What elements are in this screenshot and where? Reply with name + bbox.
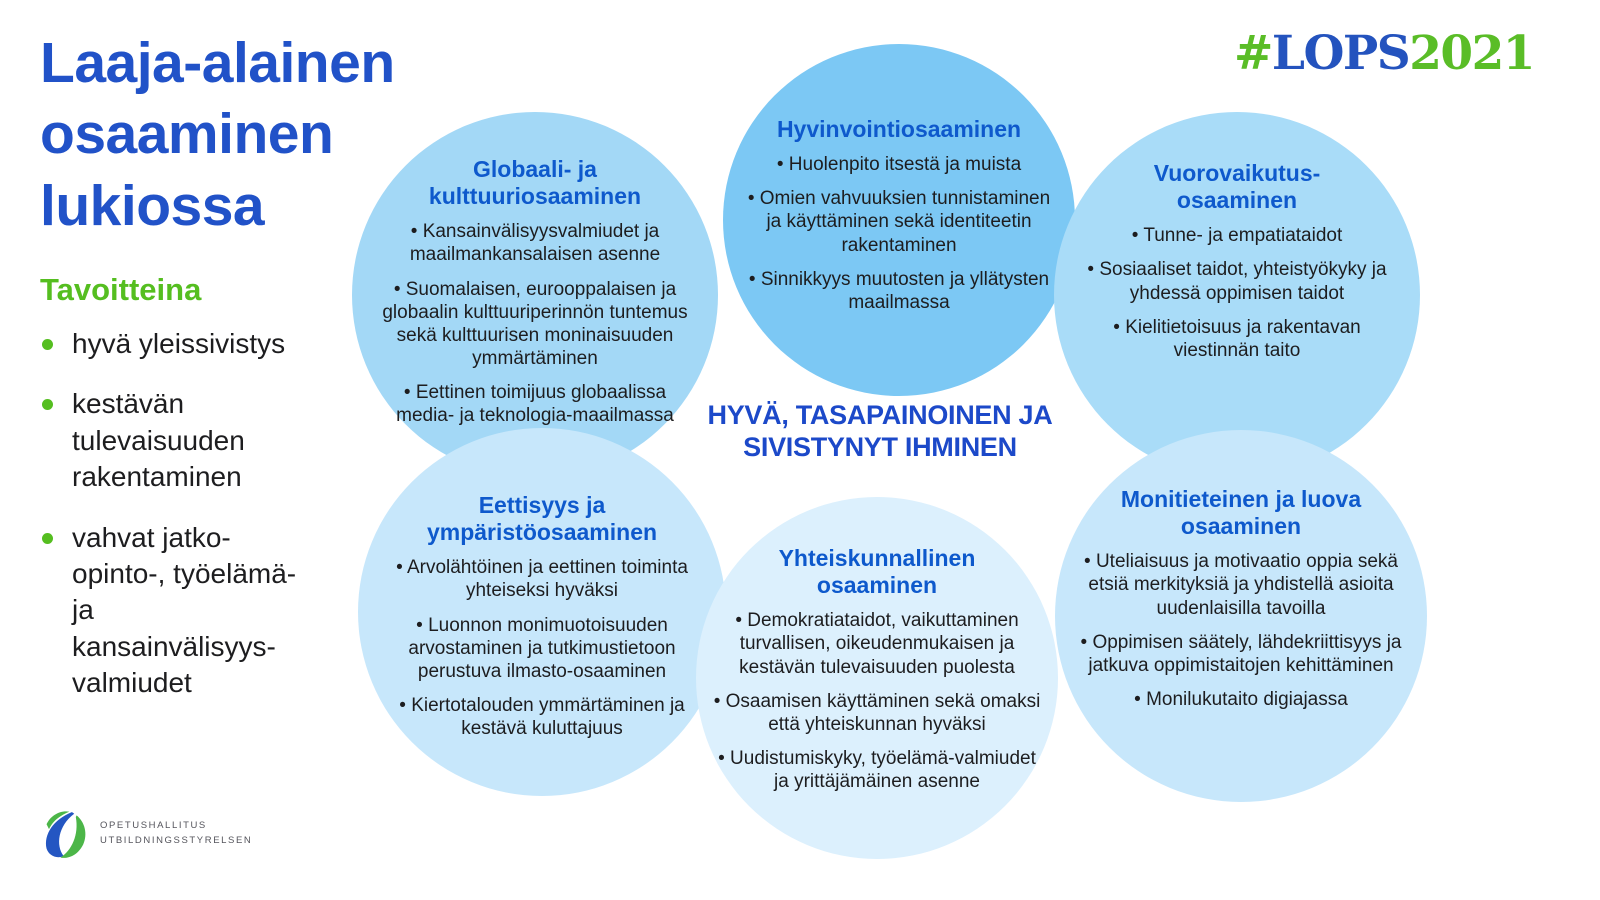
circle-bullet: • Uudistumiskyky, työelämä-valmiudet ja yrittäjämäinen asenne: [710, 747, 1044, 793]
circle-title: Eettisyys ja ympäristöosaaminen: [426, 492, 658, 546]
center-statement-line2: SIVISTYNYT IHMINEN: [743, 431, 1017, 462]
circle-bullet: • Osaamisen käyttäminen sekä omaksi että yhteiskunnan hyväksi: [710, 690, 1044, 736]
circle-bullet: • Sinnikkyys muutosten ja yllätysten maailmassa: [743, 268, 1055, 314]
circle-bullet: • Arvolähtöinen ja eettinen toiminta yhteiseksi hyväksi: [381, 556, 703, 602]
lops2021-logo: [1234, 26, 1534, 81]
circle-bullet: • Kielitietoisuus ja rakentavan viestinnän taito: [1070, 316, 1404, 362]
circle-bullet: • Kiertotalouden ymmärtäminen ja kestävä kuluttajuus: [381, 694, 703, 740]
circle-bullet: • Oppimisen säätely, lähdekriittisyys ja jatkuva oppimistaitojen kehittäminen: [1067, 631, 1415, 677]
lops-year: 2021: [1409, 26, 1534, 81]
circle-title: Hyvinvointiosaaminen: [776, 116, 1022, 142]
goal-item: hyvä yleissivistys: [40, 326, 300, 362]
circle-bullet: • Eettinen toimijuus globaalissa media- ja teknologia-maailmassa: [374, 381, 696, 427]
circle-title: Yhteiskunnallinen osaaminen: [778, 545, 976, 599]
circle-bullet: • Tunne- ja empatiataidot: [1132, 224, 1343, 247]
circle-bullet: • Omien vahvuuksien tunnistaminen ja käyttäminen sekä identiteetin rakentaminen: [743, 187, 1055, 257]
goals-list: [40, 326, 300, 702]
competence-circle-multidisciplinary-creative: [1055, 430, 1427, 802]
page-title: Laaja-alainen osaaminen lukiossa: [40, 31, 395, 238]
center-statement: [660, 400, 1100, 464]
circle-bullet: • Suomalaisen, eurooppalaisen ja globaalin kulttuuriperinnön tuntemus sekä kulttuurisen moninaisuuden ymmärtäminen: [374, 278, 696, 371]
hash-symbol: #: [1234, 26, 1272, 81]
goal-item: vahvat jatko-opinto-, työelämä- ja kansainvälisyys-valmiudet: [40, 520, 300, 702]
circle-bullet: • Uteliaisuus ja motivaatio oppia sekä etsiä merkityksiä ja yhdistellä asioita uudenlaisilla tavoilla: [1067, 550, 1415, 620]
circle-title: Globaali- ja kulttuuriosaaminen: [428, 156, 642, 210]
competence-circle-wellbeing: [723, 44, 1075, 396]
circle-bullet: • Sosiaaliset taidot, yhteistyökyky ja yhdessä oppimisen taidot: [1070, 258, 1404, 304]
circle-title: Vuorovaikutus-osaaminen: [1153, 160, 1321, 214]
competence-circle-societal: [696, 497, 1058, 859]
oph-globe-icon: [36, 808, 88, 860]
goals-heading: Tavoitteina: [40, 272, 202, 307]
oph-logo: [36, 808, 252, 860]
oph-org-name: [100, 819, 252, 848]
center-statement-line1: HYVÄ, TASAPAINOINEN JA: [707, 400, 1053, 430]
goal-item: kestävän tulevaisuuden rakentaminen: [40, 386, 300, 495]
goals-section: [40, 272, 330, 726]
circle-bullet: • Monilukutaito digiajassa: [1134, 688, 1348, 711]
oph-org-name-sv: UTBILDNINGSSTYRELSEN: [100, 835, 253, 846]
circle-title: Monitieteinen ja luova osaaminen: [1120, 486, 1362, 540]
circle-bullet: • Demokratiataidot, vaikuttaminen turvallisen, oikeudenmukaisen ja kestävän tulevaisuuden puolesta: [710, 609, 1044, 679]
competence-circle-ethics-environment: [358, 428, 726, 796]
circle-bullet: • Kansainvälisyysvalmiudet ja maailmankansalaisen asenne: [374, 220, 696, 266]
oph-org-name-fi: OPETUSHALLITUS: [100, 820, 207, 832]
circle-bullet: • Huolenpito itsestä ja muista: [777, 153, 1021, 176]
circle-bullet: • Luonnon monimuotoisuuden arvostaminen ja tutkimustietoon perustuva ilmasto-osaaminen: [381, 614, 703, 684]
lops-wordmark: LOPS: [1271, 26, 1410, 81]
competence-circle-interaction: [1054, 112, 1420, 478]
